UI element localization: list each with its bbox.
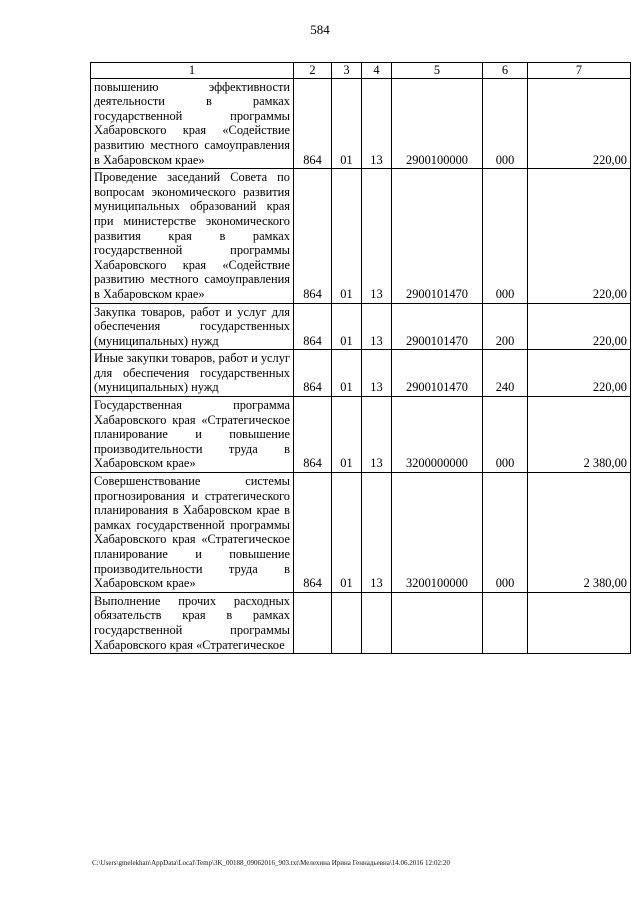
cell-subsection: 13 bbox=[362, 169, 392, 303]
table-row bbox=[91, 303, 631, 350]
row-name: Закупка товаров, работ и услуг для обеспечения государственных (муниципальных) нужд bbox=[91, 303, 294, 350]
column-header: 4 bbox=[362, 63, 392, 79]
cell-amount: 2 380,00 bbox=[528, 397, 631, 473]
column-header: 6 bbox=[483, 63, 528, 79]
cell-subsection: 13 bbox=[362, 350, 392, 397]
column-header: 5 bbox=[392, 63, 483, 79]
cell-target-article: 3200000000 bbox=[392, 397, 483, 473]
column-header: 1 bbox=[91, 63, 294, 79]
cell-target-article: 3200100000 bbox=[392, 473, 483, 593]
cell-expense-type bbox=[483, 592, 528, 653]
cell-subsection: 13 bbox=[362, 473, 392, 593]
cell-ministry-code: 864 bbox=[294, 473, 332, 593]
cell-target-article: 2900100000 bbox=[392, 78, 483, 169]
table-row bbox=[91, 473, 631, 593]
row-name: Иные закупки товаров, работ и услуг для обеспечения государственных (муниципальных) нужд bbox=[91, 350, 294, 397]
table-header-row bbox=[91, 63, 631, 79]
footer-file-path: C:\Users\gmelekhan\AppData\Local\Temp\3K_00188_09062016_903.txt\Мелехина Ирина Геннадьевна\14.06.2016 12:02:20 bbox=[92, 859, 450, 867]
cell-amount: 220,00 bbox=[528, 78, 631, 169]
row-name: Совершенствование системы прогнозирования и стратегического планирования в Хабаровском крае в рамках государственной программы Хабаровского края «Стратегическое планирование и повышение производительности труда в Хабаровском крае» bbox=[91, 473, 294, 593]
cell-expense-type: 000 bbox=[483, 169, 528, 303]
row-name: Государственная программа Хабаровского края «Стратегическое планирование и повышение производительности труда в Хабаровском крае» bbox=[91, 397, 294, 473]
cell-expense-type: 200 bbox=[483, 303, 528, 350]
cell-ministry-code: 864 bbox=[294, 350, 332, 397]
cell-section: 01 bbox=[332, 169, 362, 303]
cell-ministry-code: 864 bbox=[294, 78, 332, 169]
row-name: повышению эффективности деятельности в рамках государственной программы Хабаровского края «Содействие развитию местного самоуправления в Хабаровском крае» bbox=[91, 78, 294, 169]
cell-expense-type: 000 bbox=[483, 397, 528, 473]
column-header: 2 bbox=[294, 63, 332, 79]
cell-section: 01 bbox=[332, 473, 362, 593]
cell-expense-type: 000 bbox=[483, 473, 528, 593]
cell-ministry-code bbox=[294, 592, 332, 653]
cell-target-article bbox=[392, 592, 483, 653]
cell-amount: 220,00 bbox=[528, 350, 631, 397]
cell-expense-type: 240 bbox=[483, 350, 528, 397]
cell-section: 01 bbox=[332, 350, 362, 397]
cell-section bbox=[332, 592, 362, 653]
cell-ministry-code: 864 bbox=[294, 303, 332, 350]
row-name: Выполнение прочих расходных обязательств края в рамках государственной программы Хабаровского края «Стратегическое bbox=[91, 592, 294, 653]
row-name: Проведение заседаний Совета по вопросам экономического развития муниципальных образований края при министерстве экономического развития края в рамках государственной программы Хабаровского края «Содействие развитию местного самоуправления в Хабаровском крае» bbox=[91, 169, 294, 303]
cell-amount bbox=[528, 592, 631, 653]
table-row bbox=[91, 397, 631, 473]
budget-table bbox=[90, 62, 631, 654]
table-row bbox=[91, 78, 631, 169]
column-header: 3 bbox=[332, 63, 362, 79]
cell-ministry-code: 864 bbox=[294, 169, 332, 303]
cell-amount: 220,00 bbox=[528, 169, 631, 303]
cell-section: 01 bbox=[332, 78, 362, 169]
cell-ministry-code: 864 bbox=[294, 397, 332, 473]
cell-subsection: 13 bbox=[362, 397, 392, 473]
cell-subsection bbox=[362, 592, 392, 653]
cell-subsection: 13 bbox=[362, 78, 392, 169]
cell-target-article: 2900101470 bbox=[392, 350, 483, 397]
page-number: 584 bbox=[310, 22, 330, 37]
cell-amount: 220,00 bbox=[528, 303, 631, 350]
cell-target-article: 2900101470 bbox=[392, 169, 483, 303]
cell-section: 01 bbox=[332, 397, 362, 473]
table-row bbox=[91, 169, 631, 303]
cell-subsection: 13 bbox=[362, 303, 392, 350]
cell-expense-type: 000 bbox=[483, 78, 528, 169]
table-row bbox=[91, 592, 631, 653]
cell-target-article: 2900101470 bbox=[392, 303, 483, 350]
cell-amount: 2 380,00 bbox=[528, 473, 631, 593]
table-row bbox=[91, 350, 631, 397]
column-header: 7 bbox=[528, 63, 631, 79]
cell-section: 01 bbox=[332, 303, 362, 350]
